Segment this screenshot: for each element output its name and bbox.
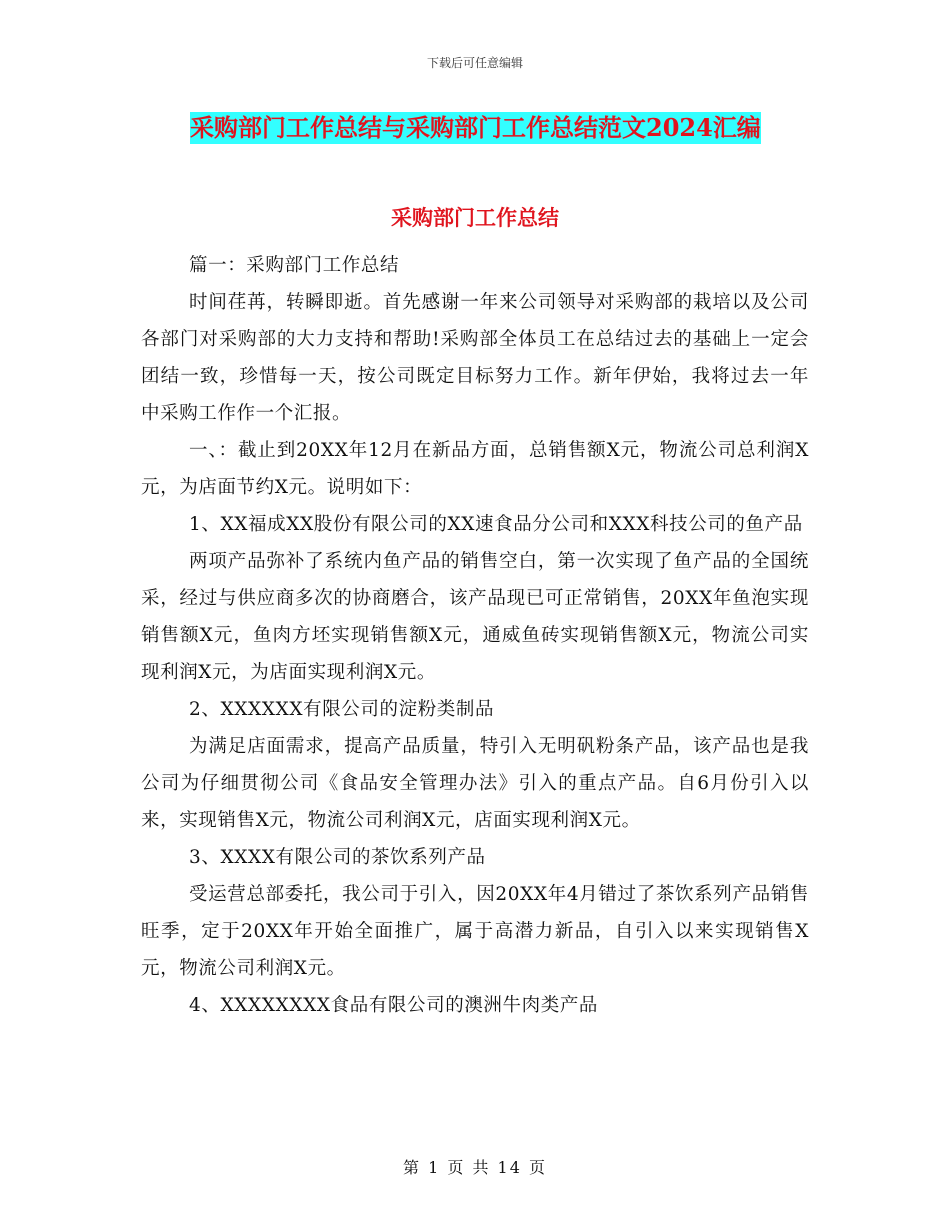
paragraph: 为满足店面需求，提高产品质量，特引入无明矾粉条产品，该产品也是我公司为仔细贯彻公司《食品安全管理办法》引入的重点产品。自6月份引入以来，实现销售X元，物流公司利润X元，店面实现利润X元。 [141, 736, 809, 831]
paragraph: 时间荏苒，转瞬即逝。首先感谢一年来公司领导对采购部的栽培以及公司各部门对采购部的大力支持和帮助!采购部全体员工在总结过去的基础上一定会团结一致，珍惜每一天，按公司既定目标努力工作。新年伊始，我将过去一年中采购工作作一个汇报。 [141, 292, 809, 424]
paragraph: 4、XXXXXXXX食品有限公司的澳洲牛肉类产品 [189, 995, 599, 1016]
document-title: 采购部门工作总结与采购部门工作总结范文2024汇编 [190, 113, 761, 142]
paragraph: 1、XX福成XX股份有限公司的XX速食品分公司和XXX科技公司的鱼产品 [189, 514, 803, 535]
paragraph: 一、：截止到20XX年12月在新品方面，总销售额X元，物流公司总利润X元，为店面节约X元。说明如下： [141, 440, 809, 498]
paragraph: 2、XXXXXX有限公司的淀粉类制品 [189, 699, 495, 720]
header-note: 下载后可任意编辑 [426, 56, 523, 70]
page-footer: 第 1 页 共 14 页 [403, 1158, 547, 1177]
document-body [141, 247, 809, 1024]
section-title: 采购部门工作总结 [391, 205, 559, 230]
paragraph: 篇一：采购部门工作总结 [189, 255, 400, 276]
paragraph: 受运营总部委托，我公司于引入，因20XX年4月错过了茶饮系列产品销售旺季，定于20XX年开始全面推广，属于高潜力新品，自引入以来实现销售X元，物流公司利润X元。 [141, 884, 809, 979]
paragraph: 3、XXXX有限公司的茶饮系列产品 [189, 847, 486, 868]
paragraph: 两项产品弥补了系统内鱼产品的销售空白，第一次实现了鱼产品的全国统采，经过与供应商多次的协商磨合，该产品现已可正常销售，20XX年鱼泡实现销售额X元，鱼肉方坯实现销售额X元，通威鱼砖实现销售额X元，物流公司实现利润X元，为店面实现利润X元。 [141, 551, 809, 683]
